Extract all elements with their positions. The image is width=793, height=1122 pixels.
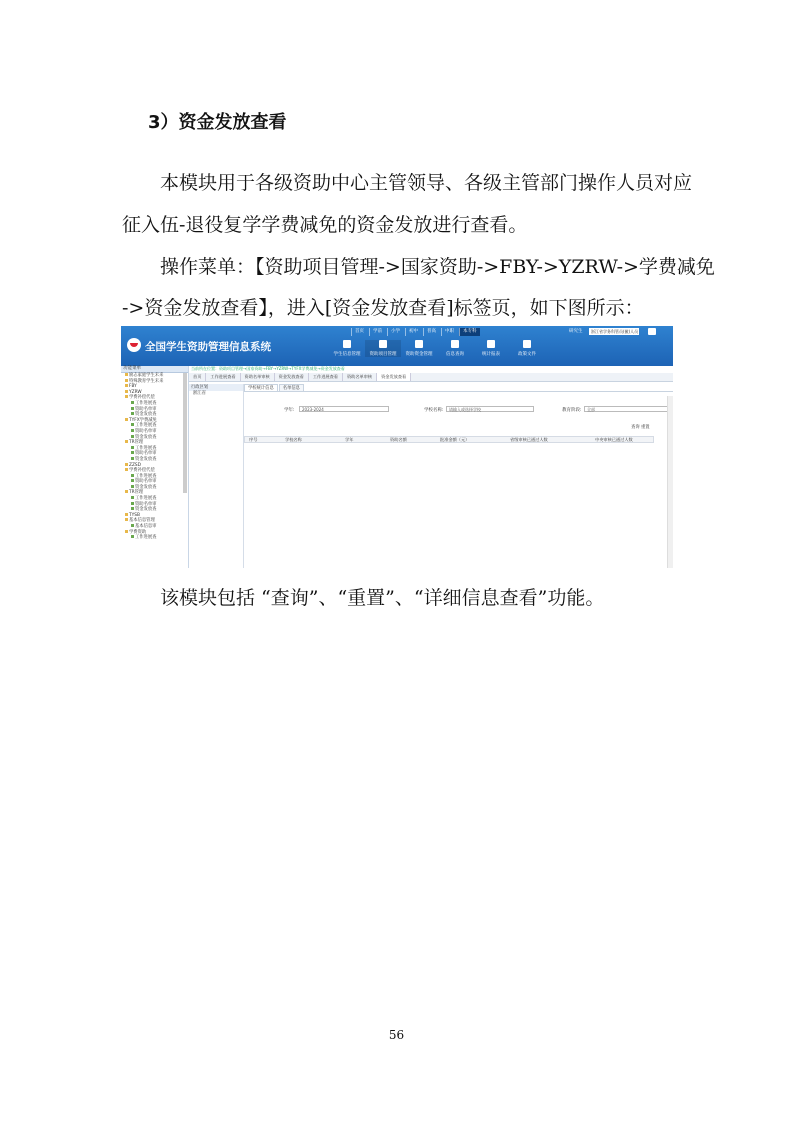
content-scrollbar[interactable]	[667, 396, 673, 568]
app-header	[121, 326, 673, 366]
col-header: 中央审核已通过人数	[595, 437, 633, 442]
tree-item[interactable]: 基本信息审	[121, 524, 188, 530]
section-heading: 3）资金发放查看	[148, 112, 287, 133]
tab-item[interactable]: 资助名单审核	[343, 373, 377, 381]
top-nav-item[interactable]: 中职	[441, 328, 457, 336]
tree-item[interactable]: 资助名单审	[121, 451, 188, 457]
tree-item[interactable]: TYFX学费减免	[121, 418, 188, 424]
col-header: 资助名额	[390, 437, 407, 442]
module-student-info[interactable]: 学生信息管理	[329, 340, 365, 357]
query-button[interactable]: 查询	[631, 425, 640, 430]
filter-form	[244, 405, 673, 415]
tree-item[interactable]: 资金发放查	[121, 485, 188, 491]
top-nav-item[interactable]: 普高	[423, 328, 439, 336]
paragraph-line: 该模块包括 “查询”、“重置”、“详细信息查看”功能。	[160, 587, 605, 609]
tab-item[interactable]: 工作进展查看	[309, 373, 343, 381]
tree-item[interactable]: 资金发放查	[121, 507, 188, 513]
tree-item[interactable]: TYSB	[121, 513, 188, 519]
table-header	[244, 436, 654, 443]
col-header: 批准金额（元）	[440, 437, 470, 442]
menu-path-line: 操作菜单：【资助项目管理->国家资助->FBY->YZRW->学费减免	[160, 256, 715, 278]
top-nav-item[interactable]: 学前	[369, 328, 385, 336]
tree-item[interactable]: 工作进展查	[121, 496, 188, 502]
tab-item[interactable]: 工作进展查看	[206, 373, 240, 381]
tree-item[interactable]: 励志家庭学生未来	[121, 373, 188, 379]
tree-item[interactable]: ZZSD	[121, 463, 188, 469]
school-label: 学校名称:	[424, 408, 444, 413]
document-icon	[523, 340, 531, 348]
school-input[interactable]: 请输入或选择学校	[446, 406, 534, 412]
tree-item[interactable]: FBY	[121, 384, 188, 390]
role-select[interactable]: 浙江省学务科管员(撤)人员	[591, 329, 639, 334]
col-header: 省级审核已通过人数	[510, 437, 548, 442]
wallet-icon	[415, 340, 423, 348]
top-nav-item[interactable]: 初中	[405, 328, 421, 336]
tree-item[interactable]: TR管理	[121, 490, 188, 496]
tree-item[interactable]: 工作进展查	[121, 474, 188, 480]
page-number: 56	[388, 1028, 405, 1042]
tree-item[interactable]: 资金发放查	[121, 412, 188, 418]
subtab-school-stats[interactable]: 学校统计信息	[244, 384, 278, 391]
tree-item[interactable]: 工作进展查	[121, 446, 188, 452]
year-select[interactable]: 2023-2024	[299, 406, 389, 412]
menu-tree	[121, 373, 188, 541]
tab-bar	[189, 373, 673, 382]
top-nav-item[interactable]: 小学	[387, 328, 403, 336]
year-label: 学年:	[284, 408, 295, 413]
reset-button[interactable]: 重置	[640, 425, 650, 430]
paragraph-line: 本模块用于各级资助中心主管领导、各级主管部门操作人员对应	[160, 172, 693, 194]
top-nav	[351, 328, 480, 336]
sidebar-scrollbar[interactable]	[183, 373, 187, 493]
breadcrumb: 当前所在位置：资助项目管理→国家资助→FBY→YZRW→TYFX学费减免→资金发放查看	[191, 366, 345, 371]
module-query[interactable]: 信息查询	[437, 340, 473, 357]
tab-item[interactable]: 资金发放查看	[275, 373, 309, 381]
col-header: 学年	[345, 437, 354, 442]
col-header: 学校名称	[285, 437, 302, 442]
tree-item[interactable]: 资助名单审	[121, 479, 188, 485]
tree-item[interactable]: YZRW	[121, 390, 188, 396]
search-doc-icon	[451, 340, 459, 348]
stage-select[interactable]: 全部	[584, 406, 670, 412]
tree-item[interactable]: 工作进展查	[121, 401, 188, 407]
sidebar	[121, 366, 189, 568]
tree-item[interactable]: 工作进展查	[121, 535, 188, 541]
col-header: 序号	[249, 437, 258, 442]
tab-active[interactable]: 资金发放查看	[377, 373, 411, 381]
tree-item[interactable]: 资助名单审	[121, 502, 188, 508]
briefcase-icon	[379, 340, 387, 348]
top-nav-item[interactable]: 首页	[351, 328, 367, 336]
embedded-screenshot	[121, 326, 673, 568]
sub-tab-bar	[244, 384, 673, 392]
users-icon	[343, 340, 351, 348]
tree-item[interactable]: TR管理	[121, 440, 188, 446]
tree-item[interactable]: 特殊教育学生未来	[121, 379, 188, 385]
top-nav-item-active[interactable]: 本专科	[459, 328, 480, 336]
tree-item[interactable]: 学费补偿代偿	[121, 395, 188, 401]
tree-item[interactable]: 资金发放查	[121, 435, 188, 441]
stage-label: 教育阶段:	[562, 408, 582, 413]
module-funds[interactable]: 资助资金管理	[401, 340, 437, 357]
menu-path-line: ->资金发放查看】，进入[资金发放查看]标签页，如下图所示：	[122, 297, 644, 319]
region-panel	[189, 384, 244, 568]
region-item[interactable]: 浙江省	[193, 391, 206, 396]
tab-home[interactable]: 首页	[189, 373, 206, 381]
module-project[interactable]: 资助项目管理	[365, 340, 401, 357]
tree-item[interactable]: 基本信息管理	[121, 518, 188, 524]
paragraph-line: 征入伍-退役复学学费减免的资金发放进行查看。	[122, 214, 528, 236]
region-panel-title: 行政区划	[189, 384, 243, 391]
user-label: 研究生	[569, 329, 583, 334]
subtab-list[interactable]: 名单信息	[279, 384, 304, 391]
tree-item[interactable]: 学费资助	[121, 530, 188, 536]
tab-item[interactable]: 资助名单审核	[241, 373, 275, 381]
module-policy[interactable]: 政策文件	[509, 340, 545, 357]
toolbar	[631, 424, 650, 430]
system-title: 全国学生资助管理信息系统	[145, 341, 271, 353]
module-nav	[329, 340, 545, 357]
logo-icon	[127, 338, 141, 352]
pie-chart-icon	[487, 340, 495, 348]
module-report[interactable]: 统计报表	[473, 340, 509, 357]
sidebar-title: 功能菜单	[121, 366, 188, 373]
tree-item[interactable]: 资助名单审	[121, 407, 188, 413]
exit-icon[interactable]	[648, 328, 656, 335]
tree-item[interactable]: 资金发放查	[121, 457, 188, 463]
tree-item[interactable]: 工作进展查	[121, 423, 188, 429]
tree-item[interactable]: 学费补偿代偿	[121, 468, 188, 474]
tree-item[interactable]: 资助名单审	[121, 429, 188, 435]
